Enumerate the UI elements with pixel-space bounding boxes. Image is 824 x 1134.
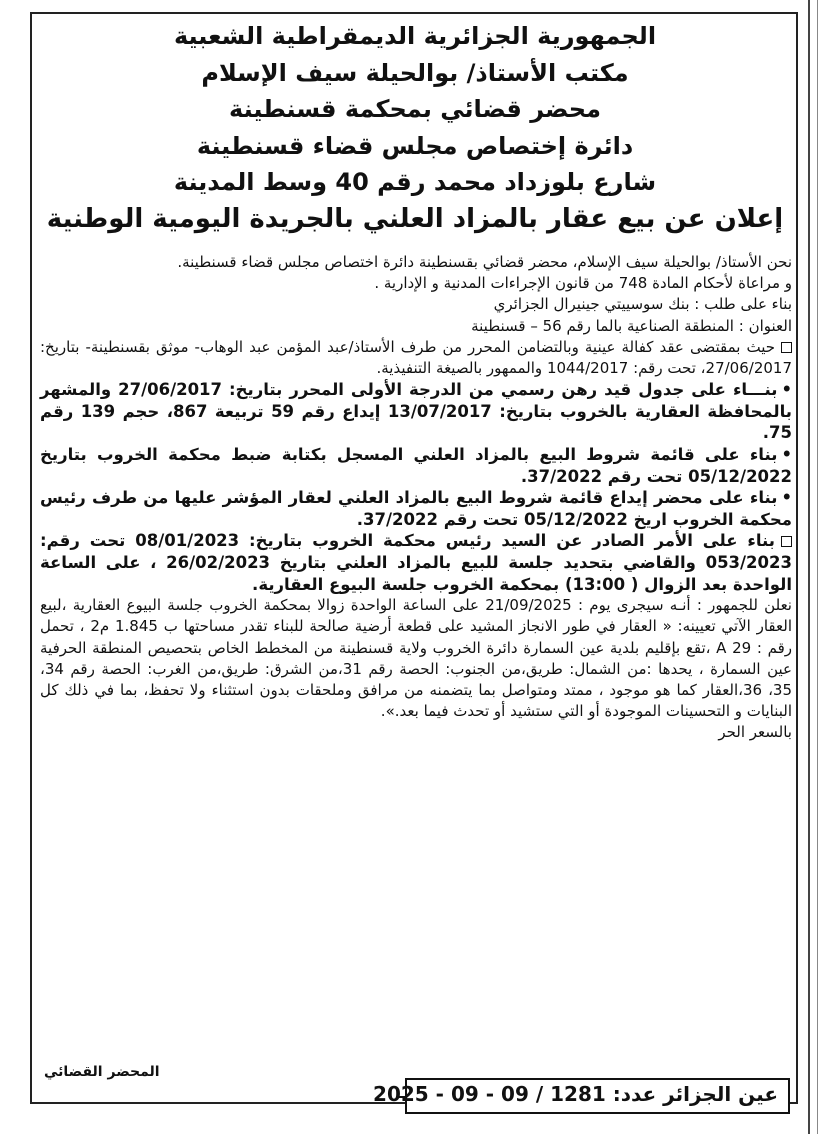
conditions-list-item xyxy=(40,444,792,487)
bullet-icon: • xyxy=(781,380,792,400)
header-announcement-title: إعلان عن بيع عقار بالمزاد العلني بالجريدة اليومية الوطنية xyxy=(46,203,784,234)
conditions-list-text: بناء على قائمة شروط البيع بالمزاد العلني المسجل بكتابة ضبط محكمة الخروب بتاريخ 05/12/2022 تحت رقم 37/2022. xyxy=(40,445,792,486)
announcement-body xyxy=(40,252,792,744)
publication-reference: عين الجزائر عدد: 1281 / 09 - 09 - 2025 xyxy=(373,1082,778,1106)
guarantee-item xyxy=(40,337,792,379)
checkbox-icon xyxy=(781,342,792,353)
header-office: مكتب الأستاذ/ بوالحيلة سيف الإسلام xyxy=(201,58,629,87)
bailiff-signature: المحضر القضائي xyxy=(44,1064,160,1080)
requester-paragraph: بناء على طلب : بنك سوسييتي جينيرال الجزائري xyxy=(493,295,792,314)
court-order-item xyxy=(40,530,792,595)
public-notice-paragraph: نعلن للجمهور : أنـه سيجرى يوم : 21/09/2025 على الساعة الواحدة زوالا بمحكمة الخروب جلسة البيوع العقارية ،لبيع العقار الآتي تعيينه: « العقار في طور الانجاز المشيد على قطعة أرضية صالحة للبناء تقدر مساحتها ب 1.845 م2 ، تحمل رقم : A 29 ،تقع بإقليم بلدية عين السمارة دائرة الخروب ولاية قسنطينة من المخطط الخاص بتحصيص المنطقة الحرفية عين السمارة ، يحدها :من الشمال: طريق،من الجنوب: الحصة رقم 31،من الشرق: طريق،من الغرب: الحصة رقم 34، 35، 36،العقار كما هو موجود ، ممتد ومتواصل بما يتضمنه من مرافق وملحقات بدون استثناء ولا تحفظ، بما في ذلك كل البنايات و التحسينات الموجودة أو التي ستشيد أو تحدث فيما بعد.». xyxy=(40,596,793,721)
header-jurisdiction: دائرة إختصاص مجلس قضاء قسنطينة xyxy=(196,131,634,160)
guarantee-text: حيث بمقتضى عقد كفالة عينية وبالتضامن المحرر من طرف الأستاذ/عبد المؤمن عبد الوهاب- موثق بقسنطينة- بتاريخ: 27/06/2017، تحت رقم: 1044/2017 والممهور بالصيغة التنفيذية. xyxy=(40,337,792,378)
header-address: شارع بلوزداد محمد رقم 40 وسط المدينة xyxy=(173,168,657,196)
price-paragraph: بالسعر الحر xyxy=(718,723,792,742)
intro-paragraph: نحن الأستاذ/ بوالحيلة سيف الإسلام، محضر قضائي بقسنطينة دائرة اختصاص مجلس قضاء قسنطينة. xyxy=(177,253,792,271)
court-order-text: بناء على الأمر الصادر عن السيد رئيس محكمة الخروب بتاريخ: 08/01/2023 تحت رقم: 053/2023 والقاضي بتحديد جلسة للبيع بالمزاد العلني بتاريخ 26/02/2023 ، على الساعة الواحدة بعد الزوال ( 13:00) بمحكمة الخروب جلسة البيوع العقارية. xyxy=(40,531,792,594)
deposit-report-item xyxy=(40,487,792,530)
mortgage-text: بنـــاء على جدول قيد رهن رسمي من الدرجة الأولى المحرر بتاريخ: 27/06/2017 والمشهر بالمحافظة العقارية بالخروب بتاريخ: 13/07/2017 إيداع رقم 59 تربيعة 867، حجم 139 رقم 75. xyxy=(40,380,792,443)
column-divider-secondary xyxy=(817,0,818,1134)
bullet-icon: • xyxy=(781,445,792,464)
checkbox-icon xyxy=(781,536,792,547)
mortgage-item xyxy=(40,379,792,444)
header-bailiff: محضر قضائي بمحكمة قسنطينة xyxy=(229,95,601,123)
column-divider xyxy=(808,0,810,1134)
document-header xyxy=(40,18,790,237)
bullet-icon: • xyxy=(781,488,792,508)
deposit-report-text: بناء على محضر إيداع قائمة شروط البيع بالمزاد العلني لعقار المؤشر عليها من طرف رئيس محكمة الخروب اريخ 05/12/2022 تحت رقم 37/2022. xyxy=(40,488,792,529)
header-republic: الجمهورية الجزائرية الديمقراطية الشعبية xyxy=(173,22,657,50)
address-paragraph: العنوان : المنطقة الصناعية بالما رقم 56 – قسنطينة xyxy=(471,316,792,335)
legal-basis-paragraph: و مراعاة لأحكام المادة 748 من قانون الإجراءات المدنية و الإدارية . xyxy=(374,274,792,293)
